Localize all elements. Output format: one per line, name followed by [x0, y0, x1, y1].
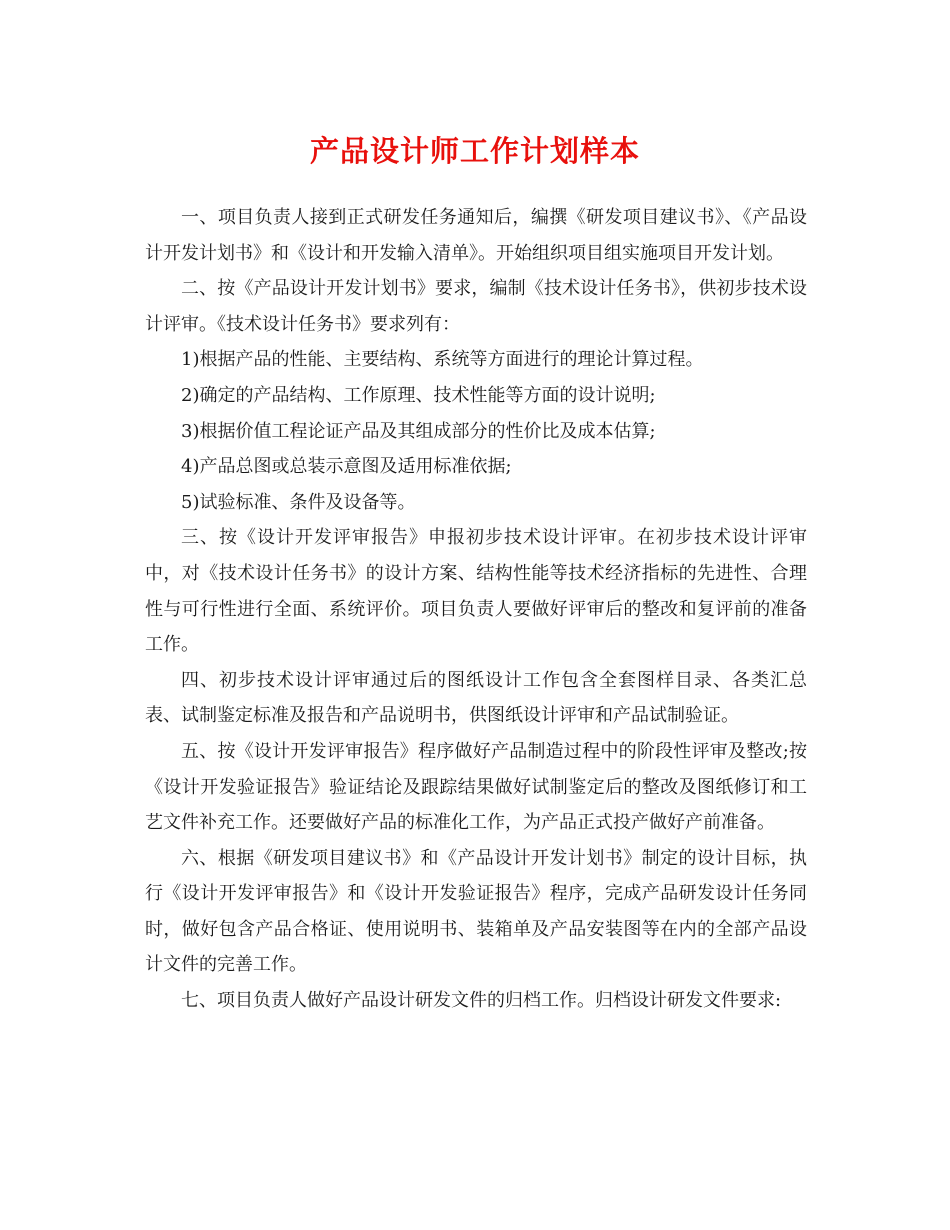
paragraph-1: 一、项目负责人接到正式研发任务通知后，编撰《研发项目建议书》、《产品设计开发计划书》和《设计和开发输入清单》。开始组织项目组实施项目开发计划。 — [145, 207, 807, 264]
paragraph-3: 三、按《设计开发评审报告》申报初步技术设计评审。在初步技术设计评审中，对《技术设计任务书》的设计方案、结构性能等技术经济指标的先进性、合理性与可行性进行全面、系统评价。项目负责人要做好评审后的整改和复评前的准备工作。 — [145, 527, 807, 656]
paragraph-2: 二、按《产品设计开发计划书》要求，编制《技术设计任务书》，供初步技术设计评审。《技术设计任务书》要求列有： — [145, 278, 807, 335]
list-item-3: 3)根据价值工程论证产品及其组成部分的性价比及成本估算; — [181, 420, 656, 442]
list-item-5: 5)试验标准、条件及设备等。 — [181, 491, 416, 513]
paragraph-5: 五、按《设计开发评审报告》程序做好产品制造过程中的阶段性评审及整改;按《设计开发验证报告》验证结论及跟踪结果做好试制鉴定后的整改及图纸修订和工艺文件补充工作。还要做好产品的标准化工作，为产品正式投产做好产前准备。 — [145, 740, 807, 834]
paragraph-7: 七、项目负责人做好产品设计研发文件的归档工作。归档设计研发文件要求: — [181, 990, 782, 1012]
list-item-2: 2)确定的产品结构、工作原理、技术性能等方面的设计说明; — [181, 384, 656, 406]
paragraph-4: 四、初步技术设计评审通过后的图纸设计工作包含全套图样目录、各类汇总表、试制鉴定标准及报告和产品说明书，供图纸设计评审和产品试制验证。 — [145, 669, 807, 727]
document-body — [145, 200, 807, 1019]
document-title: 产品设计师工作计划样本 — [309, 134, 640, 168]
paragraph-6: 六、根据《研发项目建议书》和《产品设计开发计划书》制定的设计目标，执行《设计开发评审报告》和《设计开发验证报告》程序，完成产品研发设计任务同时，做好包含产品合格证、使用说明书、装箱单及产品安装图等在内的全部产品设计文件的完善工作。 — [145, 847, 807, 976]
list-item-4: 4)产品总图或总装示意图及适用标准依据; — [181, 456, 512, 478]
list-item-1: 1)根据产品的性能、主要结构、系统等方面进行的理论计算过程。 — [181, 349, 704, 371]
